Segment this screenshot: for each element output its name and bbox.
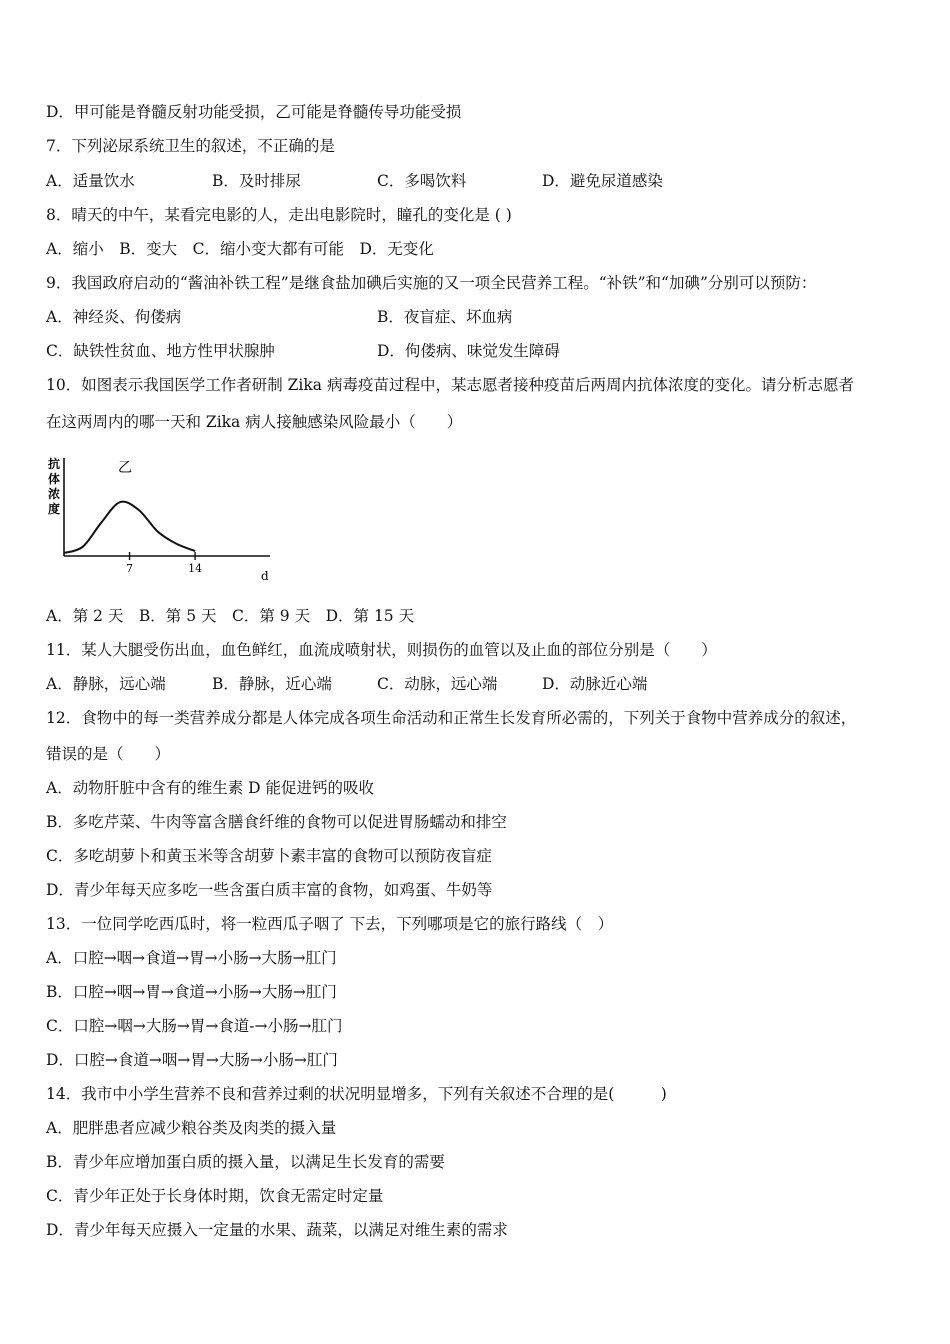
question-11-stem: 11．某人大腿受伤出血，血色鲜红，血流成喷射状，则损伤的血管以及止血的部位分别是（ ） bbox=[46, 641, 717, 659]
question-10-options: A．第 2 天 B．第 5 天 C．第 9 天 D．第 15 天 bbox=[46, 607, 415, 625]
x-tick-label-14: 14 bbox=[188, 562, 203, 575]
question-14-option-a: A．肥胖患者应减少粮谷类及肉类的摄入量 bbox=[46, 1119, 337, 1137]
question-11-option-b: B．静脉，近心端 bbox=[212, 675, 332, 693]
question-14-stem: 14．我市中小学生营养不良和营养过剩的状况明显增多，下列有关叙述不合理的是( ) bbox=[46, 1085, 667, 1103]
question-14-option-b: B．青少年应增加蛋白质的摄入量，以满足生长发育的需要 bbox=[46, 1153, 445, 1171]
question-11-option-d: D．动脉近心端 bbox=[542, 675, 648, 693]
question-11-option-c: C．动脉，远心端 bbox=[377, 675, 498, 693]
question-8-stem: 8．晴天的中午，某看完电影的人，走出电影院时，瞳孔的变化是 ( ) bbox=[46, 206, 512, 224]
question-7-option-b: B．及时排尿 bbox=[212, 172, 301, 190]
question-10-stem-line-1: 10．如图表示我国医学工作者研制 Zika 病毒疫苗过程中，某志愿者接种疫苗后两周内抗体浓度的变化。请分析志愿者 bbox=[46, 376, 854, 394]
question-14-option-c: C．青少年正处于长身体时期，饮食无需定时定量 bbox=[46, 1187, 384, 1205]
question-12-option-a: A．动物肝脏中含有的维生素 D 能促进钙的吸收 bbox=[46, 779, 374, 797]
y-label-char-2: 体 bbox=[48, 472, 61, 486]
question-9-option-c: C．缺铁性贫血、地方性甲状腺肿 bbox=[46, 342, 275, 360]
question-6-option-d: D．甲可能是脊髓反射功能受损，乙可能是脊髓传导功能受损 bbox=[46, 103, 462, 121]
question-11-option-a: A．静脉，远心端 bbox=[46, 675, 166, 693]
antibody-concentration-chart bbox=[44, 450, 284, 586]
question-7-option-a: A．适量饮水 bbox=[46, 172, 135, 190]
question-13-stem: 13．一位同学吃西瓜时，将一粒西瓜子咽了 下去，下列哪项是它的旅行路线（ ） bbox=[46, 915, 614, 933]
question-14-option-d: D．青少年每天应摄入一定量的水果、蔬菜，以满足对维生素的需求 bbox=[46, 1221, 508, 1239]
y-axis-label bbox=[48, 456, 60, 516]
question-13-option-a: A．口腔→咽→食道→胃→小肠→大肠→肛门 bbox=[46, 949, 337, 967]
question-9-stem: 9．我国政府启动的“酱油补铁工程”是继食盐加碘后实施的又一项全民营养工程。“补铁”和“加碘”分别可以预防： bbox=[46, 274, 817, 292]
question-12-stem-line-1: 12．食物中的每一类营养成分都是人体完成各项生命活动和正常生长发育所必需的，下列关于食物中营养成分的叙述， bbox=[46, 709, 857, 727]
question-12-option-b: B．多吃芹菜、牛肉等富含膳食纤维的食物可以促进胃肠蠕动和排空 bbox=[46, 813, 507, 831]
question-12-option-c: C．多吃胡萝卜和黄玉米等含胡萝卜素丰富的食物可以预防夜盲症 bbox=[46, 847, 492, 865]
question-12-stem-line-2: 错误的是（ ） bbox=[46, 745, 171, 763]
x-axis-label: d bbox=[261, 569, 269, 583]
question-13-option-d: D．口腔→食道→咽→胃→大肠→小肠→肛门 bbox=[46, 1051, 338, 1069]
question-7-stem: 7．下列泌尿系统卫生的叙述，不正确的是 bbox=[46, 137, 335, 155]
question-10-stem-line-2: 在这两周内的哪一天和 Zika 病人接触感染风险最小（ ） bbox=[46, 413, 463, 431]
chart-title: 乙 bbox=[118, 460, 132, 476]
question-13-option-b: B．口腔→咽→胃→食道→小肠→大肠→肛门 bbox=[46, 983, 337, 1001]
question-9-option-a: A．神经炎、佝偻病 bbox=[46, 308, 182, 326]
y-label-char-3: 浓 bbox=[48, 487, 61, 501]
y-label-char-1: 抗 bbox=[48, 457, 61, 471]
question-12-option-d: D．青少年每天应多吃一些含蛋白质丰富的食物，如鸡蛋、牛奶等 bbox=[46, 881, 493, 899]
question-13-option-c: C．口腔→咽→大肠→胃→食道-→小肠→肛门 bbox=[46, 1017, 343, 1035]
y-label-char-4: 度 bbox=[48, 502, 61, 516]
x-tick-label-7: 7 bbox=[126, 562, 134, 575]
question-9-option-b: B．夜盲症、坏血病 bbox=[377, 308, 513, 326]
question-7-option-c: C．多喝饮料 bbox=[377, 172, 467, 190]
question-9-option-d: D．佝偻病、味觉发生障碍 bbox=[377, 342, 560, 360]
antibody-curve bbox=[64, 502, 195, 553]
question-8-options: A．缩小 B．变大 C．缩小变大都有可能 D．无变化 bbox=[46, 240, 434, 258]
question-7-option-d: D．避免尿道感染 bbox=[542, 172, 663, 190]
